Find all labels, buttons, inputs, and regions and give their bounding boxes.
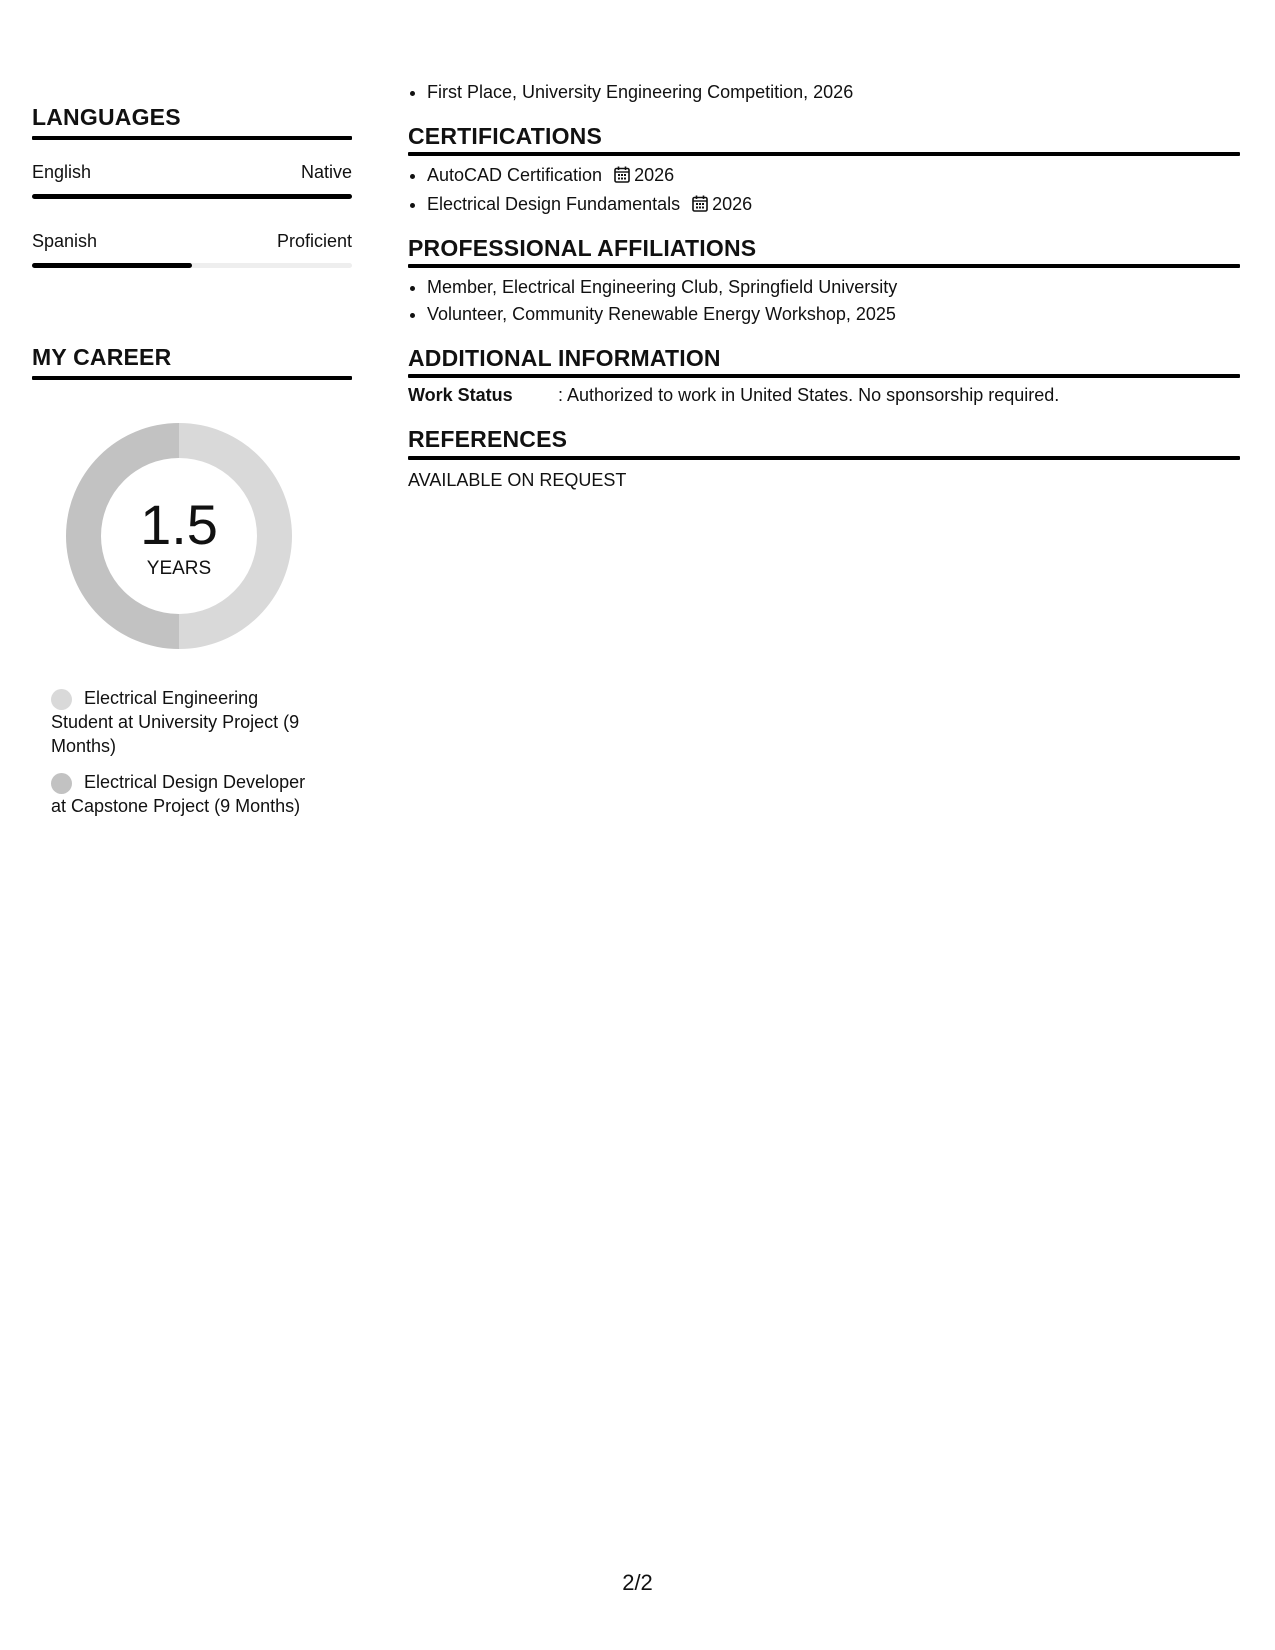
career-heading: MY CAREER	[32, 344, 172, 370]
languages-divider	[32, 136, 352, 140]
references-divider	[408, 456, 1240, 460]
certifications-divider	[408, 152, 1240, 156]
languages-heading: LANGUAGES	[32, 104, 181, 130]
certification-year: 2026	[634, 165, 675, 185]
career-total-unit: YEARS	[146, 558, 212, 579]
legend-label: Electrical Design Developer at Capstone Project (9 Months)	[51, 772, 306, 816]
language-proficiency-fill	[32, 194, 352, 199]
certification-item	[427, 162, 752, 191]
affiliation-item: • Volunteer, Community Renewable Energy Workshop, 2025	[427, 301, 897, 328]
language-name: English	[32, 162, 92, 182]
affiliations-divider	[408, 264, 1240, 268]
certification-name: AutoCAD Certification	[427, 165, 603, 185]
work-status-label: Work Status	[408, 385, 513, 405]
additional-info-heading: ADDITIONAL INFORMATION	[408, 345, 721, 371]
awards-list	[408, 79, 853, 106]
affiliations-list	[408, 274, 897, 328]
language-proficiency-fill	[32, 263, 192, 268]
legend-dot-icon	[51, 773, 72, 794]
calendar-icon	[692, 193, 708, 220]
language-proficiency-bar	[32, 263, 352, 268]
donut-center	[66, 423, 292, 649]
certification-name: Electrical Design Fundamentals	[427, 194, 681, 214]
career-total-years: 1.5	[140, 493, 218, 556]
certifications-heading: CERTIFICATIONS	[408, 123, 603, 149]
language-level: Native	[300, 162, 352, 182]
career-legend	[51, 686, 321, 830]
language-proficiency-bar	[32, 194, 352, 199]
affiliation-item: • Member, Electrical Engineering Club, Springfield University	[427, 274, 897, 301]
language-name: Spanish	[32, 231, 98, 251]
calendar-icon	[614, 164, 630, 191]
legend-label: Electrical Engineering Student at University Project (9 Months)	[51, 688, 300, 756]
work-status-value: : Authorized to work in United States. No sponsorship required.	[558, 385, 1060, 405]
career-divider	[32, 376, 352, 380]
affiliations-heading: PROFESSIONAL AFFILIATIONS	[408, 235, 757, 261]
certification-year: 2026	[712, 194, 753, 214]
legend-dot-icon	[51, 689, 72, 710]
page-number: 2/2	[622, 1570, 653, 1595]
references-heading: REFERENCES	[408, 426, 568, 452]
award-item: • First Place, University Engineering Competition, 2026	[427, 79, 853, 106]
career-donut-chart	[66, 423, 292, 649]
certifications-list	[408, 162, 752, 220]
career-legend-item	[51, 770, 321, 818]
career-legend-item	[51, 686, 321, 758]
additional-info-divider	[408, 374, 1240, 378]
language-level: Proficient	[276, 231, 352, 251]
certification-item	[427, 191, 752, 220]
references-text: AVAILABLE ON REQUEST	[408, 470, 627, 490]
